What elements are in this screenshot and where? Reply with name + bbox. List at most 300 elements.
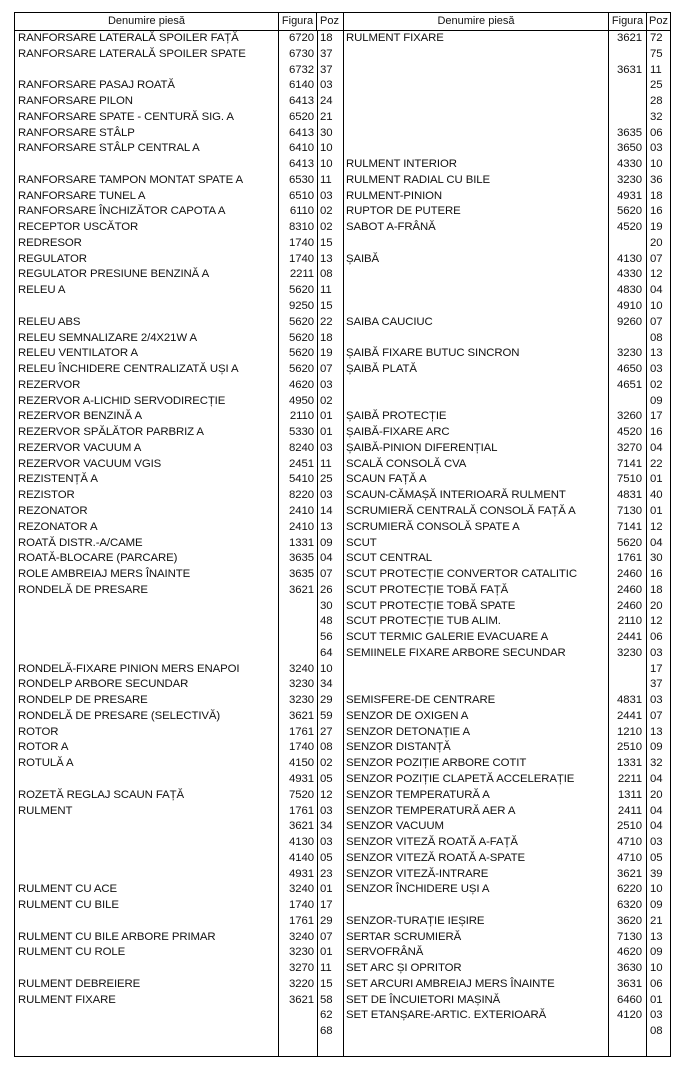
- figure-number: 7510: [617, 473, 642, 486]
- part-name: [344, 47, 608, 63]
- table-row: [344, 31, 670, 47]
- right-poz-divider: [646, 31, 647, 1056]
- figure-number: 7141: [617, 520, 642, 533]
- table-row: [344, 252, 670, 268]
- table-row: [344, 740, 670, 756]
- table-row: [15, 425, 343, 441]
- table-row: [344, 1008, 670, 1024]
- position-number: 03: [320, 79, 333, 92]
- figure-number: 3631: [617, 63, 642, 76]
- position-number: 11: [320, 173, 332, 186]
- table-row: [344, 331, 670, 347]
- table-row: [15, 141, 343, 157]
- position-number: 02: [320, 394, 333, 407]
- position-number: 18: [650, 583, 663, 596]
- figure-number: 2410: [289, 520, 314, 533]
- position-number: 10: [650, 300, 663, 313]
- table-row: [15, 677, 343, 693]
- figure-number: [608, 1024, 646, 1040]
- figure-number: 6320: [617, 899, 642, 912]
- position-number: 23: [320, 867, 333, 880]
- figure-number: [608, 94, 646, 110]
- figure-number: 3620: [617, 914, 642, 927]
- figure-number: 5620: [289, 315, 314, 328]
- part-name: REZONATOR A: [18, 520, 98, 533]
- table-row: [15, 851, 343, 867]
- part-name: [344, 110, 608, 126]
- position-number: 09: [650, 946, 663, 959]
- figure-number: 5410: [289, 473, 314, 486]
- part-name: REZERVOR VACUUM A: [18, 441, 142, 454]
- figure-number: 2411: [617, 804, 642, 817]
- figure-number: 2211: [617, 772, 642, 785]
- position-number: 10: [650, 158, 663, 171]
- position-number: 10: [320, 662, 333, 675]
- figure-number: 1331: [289, 536, 314, 549]
- part-name: SET DE ÎNCUIETORI MAȘINĂ: [346, 993, 501, 1006]
- position-number: 08: [650, 331, 663, 344]
- position-number: 03: [650, 1009, 663, 1022]
- part-name: SENZOR-TURAȚIE IEȘIRE: [346, 914, 485, 927]
- position-number: 06: [650, 126, 663, 139]
- position-number: 08: [650, 1025, 663, 1038]
- part-name: RANFORSARE LATERALĂ SPOILER FAȚĂ: [18, 32, 239, 44]
- position-number: 56: [320, 631, 333, 644]
- part-name: RONDELP ARBORE SECUNDAR: [18, 678, 189, 691]
- figure-number: [608, 677, 646, 693]
- table-row: [15, 331, 343, 347]
- table-row: [15, 693, 343, 709]
- position-number: 18: [650, 189, 663, 202]
- figure-number: 3260: [617, 410, 642, 423]
- part-name: SENZOR DE OXIGEN A: [346, 709, 469, 722]
- table-row: [15, 930, 343, 946]
- position-number: 18: [320, 32, 333, 44]
- table-row: [344, 488, 670, 504]
- position-number: 17: [650, 662, 663, 675]
- part-name: SET ARC ȘI OPRITOR: [346, 962, 462, 975]
- figure-number: 1740: [289, 899, 314, 912]
- table-row: [15, 94, 343, 110]
- position-number: 03: [320, 441, 333, 454]
- figure-number: 3230: [289, 678, 314, 691]
- table-row: [15, 362, 343, 378]
- part-name: RANFORSARE LATERALĂ SPOILER SPATE: [18, 47, 246, 60]
- position-number: 10: [320, 142, 333, 155]
- table-row: [344, 94, 670, 110]
- table-row: [344, 551, 670, 567]
- figure-number: 4520: [617, 221, 642, 234]
- table-row: [15, 567, 343, 583]
- part-name: RONDELĂ-FIXARE PINION MERS ENAPOI: [18, 662, 240, 675]
- table-row: [344, 283, 670, 299]
- table-row: [344, 819, 670, 835]
- position-number: 04: [650, 284, 663, 297]
- figure-number: 4931: [289, 867, 314, 880]
- position-number: 11: [650, 63, 662, 76]
- figure-number: 2410: [289, 504, 314, 517]
- figure-number: 4931: [617, 189, 642, 202]
- part-name: REZONATOR: [18, 504, 88, 517]
- part-name: RULMENT CU ROLE: [18, 946, 126, 959]
- position-number: 64: [320, 646, 333, 659]
- left-table-body: [15, 31, 343, 1056]
- part-name: [344, 283, 608, 299]
- part-name: ROTOR: [18, 725, 59, 738]
- figure-number: 5620: [617, 536, 642, 549]
- table-row: [15, 472, 343, 488]
- position-number: 09: [650, 899, 663, 912]
- figure-number: 3230: [617, 173, 642, 186]
- table-row: [15, 204, 343, 220]
- position-number: 13: [320, 520, 333, 533]
- table-row: [15, 977, 343, 993]
- table-row: [15, 394, 343, 410]
- table-row: [15, 914, 343, 930]
- part-name: RUPTOR DE PUTERE: [346, 205, 461, 218]
- part-name: SENZOR POZIȚIE ARBORE COTIT: [346, 757, 527, 770]
- figure-number: 3621: [617, 867, 642, 880]
- figure-number: 2510: [617, 820, 642, 833]
- figure-number: [608, 78, 646, 94]
- position-number: 32: [650, 110, 663, 123]
- table-row: [344, 1024, 670, 1040]
- figure-number: 4130: [617, 252, 642, 265]
- figure-number: 3621: [289, 820, 314, 833]
- table-row: [15, 709, 343, 725]
- table-row: [15, 441, 343, 457]
- figure-number: 1740: [289, 236, 314, 249]
- part-name: [344, 141, 608, 157]
- table-row: [344, 457, 670, 473]
- part-name: REGULATOR PRESIUNE BENZINĂ A: [18, 268, 210, 281]
- figure-number: 2110: [617, 615, 642, 628]
- figure-number: 3240: [289, 883, 314, 896]
- position-number: 03: [320, 804, 333, 817]
- part-name: RULMENT INTERIOR: [346, 158, 457, 171]
- part-name: ROATĂ-BLOCARE (PARCARE): [18, 552, 178, 565]
- table-row: [344, 914, 670, 930]
- position-number: 08: [320, 741, 333, 754]
- table-row: [15, 536, 343, 552]
- part-name: [15, 867, 278, 883]
- table-row: [344, 520, 670, 536]
- part-name: [15, 835, 278, 851]
- position-number: 37: [650, 678, 663, 691]
- figure-number: 1740: [289, 252, 314, 265]
- part-name: SENZOR TEMPERATURĂ AER A: [346, 804, 516, 817]
- part-name: SERTAR SCRUMIERĂ: [346, 930, 462, 943]
- figure-number: 4910: [617, 300, 642, 313]
- part-name: RULMENT CU ACE: [18, 883, 118, 896]
- table-row: [15, 220, 343, 236]
- position-number: 25: [650, 79, 663, 92]
- part-name: ROTULĂ A: [18, 757, 74, 770]
- table-row: [15, 662, 343, 678]
- figure-number: 3230: [617, 646, 642, 659]
- position-number: 17: [320, 899, 333, 912]
- position-number: 20: [650, 236, 663, 249]
- figure-number: 4831: [617, 694, 642, 707]
- table-row: [15, 315, 343, 331]
- table-row: [15, 488, 343, 504]
- part-name: RONDELP DE PRESARE: [18, 694, 148, 707]
- part-name: REZERVOR: [18, 378, 81, 391]
- position-number: 06: [650, 631, 663, 644]
- figure-number: 5620: [289, 331, 314, 344]
- table-row: [15, 551, 343, 567]
- part-name: [15, 299, 278, 315]
- table-row: [344, 189, 670, 205]
- part-name: SCALĂ CONSOLĂ CVA: [346, 457, 467, 470]
- position-number: 09: [650, 394, 663, 407]
- table-row: [15, 788, 343, 804]
- part-name: RULMENT CU BILE ARBORE PRIMAR: [18, 930, 216, 943]
- position-number: 14: [320, 504, 333, 517]
- table-row: [344, 441, 670, 457]
- figure-number: 8310: [289, 221, 314, 234]
- position-number: 20: [650, 788, 663, 801]
- position-number: 03: [320, 489, 333, 502]
- table-row: [15, 819, 343, 835]
- table-row: [344, 409, 670, 425]
- table-row: [344, 220, 670, 236]
- position-number: 59: [320, 709, 333, 722]
- table-row: [15, 504, 343, 520]
- figure-number: 3630: [617, 962, 642, 975]
- position-number: 75: [650, 47, 663, 60]
- figure-number: 6110: [289, 205, 314, 218]
- figure-number: [278, 630, 316, 646]
- position-number: 09: [650, 741, 663, 754]
- table-row: [344, 788, 670, 804]
- table-row: [15, 583, 343, 599]
- position-number: 19: [320, 347, 333, 360]
- part-name: RANFORSARE PILON: [18, 95, 133, 108]
- figure-number: 3240: [289, 662, 314, 675]
- part-name: [15, 914, 278, 930]
- position-number: 15: [320, 300, 333, 313]
- position-number: 02: [650, 378, 663, 391]
- part-name: [344, 236, 608, 252]
- figure-number: 3230: [617, 347, 642, 360]
- figure-number: 4620: [617, 946, 642, 959]
- part-name: SABOT A-FRÂNĂ: [346, 221, 436, 234]
- part-name: SENZOR POZIȚIE CLAPETĂ ACCELERAȚIE: [346, 772, 575, 785]
- left-poz-divider: [317, 31, 318, 1056]
- figure-number: [278, 1008, 316, 1024]
- part-name: RANFORSARE TUNEL A: [18, 189, 146, 202]
- position-number: 15: [320, 977, 333, 990]
- position-number: 29: [320, 694, 333, 707]
- figure-number: 1311: [617, 788, 642, 801]
- position-number: 16: [650, 568, 663, 581]
- part-name: RONDELĂ DE PRESARE: [18, 583, 148, 596]
- table-row: [15, 804, 343, 820]
- position-number: 05: [320, 851, 333, 864]
- part-name: RONDELĂ DE PRESARE (SELECTIVĂ): [18, 709, 221, 722]
- table-row: [344, 693, 670, 709]
- figure-number: [608, 662, 646, 678]
- left-header-figure: Figura: [278, 13, 316, 30]
- position-number: 13: [650, 347, 663, 360]
- left-column-block: [15, 13, 344, 1056]
- table-row: [15, 867, 343, 883]
- figure-number: 2441: [617, 631, 642, 644]
- table-row: [344, 204, 670, 220]
- table-row: [344, 725, 670, 741]
- position-number: 13: [650, 930, 663, 943]
- table-row: [15, 1024, 343, 1040]
- position-number: 01: [650, 504, 663, 517]
- table-row: [344, 63, 670, 79]
- figure-number: 6530: [289, 173, 314, 186]
- table-row: [344, 646, 670, 662]
- table-row: [15, 520, 343, 536]
- table-row: [344, 977, 670, 993]
- position-number: 03: [650, 363, 663, 376]
- figure-number: 7520: [289, 788, 314, 801]
- figure-number: 6460: [617, 993, 642, 1006]
- position-number: 32: [650, 757, 663, 770]
- table-row: [15, 614, 343, 630]
- figure-number: 3635: [617, 126, 642, 139]
- figure-number: [278, 1024, 316, 1040]
- part-name: SET ARCURI AMBREIAJ MERS ÎNAINTE: [346, 977, 555, 990]
- part-name: ȘAIBĂ-FIXARE ARC: [346, 426, 450, 439]
- figure-number: 2211: [289, 268, 314, 281]
- figure-number: [608, 394, 646, 410]
- part-name: SEMISFERE-DE CENTRARE: [346, 694, 496, 707]
- figure-number: 3270: [289, 962, 314, 975]
- part-name: SERVOFRÂNĂ: [346, 946, 424, 959]
- table-row: [344, 472, 670, 488]
- position-number: 12: [650, 615, 663, 628]
- figure-number: 4330: [617, 158, 642, 171]
- figure-number: 6520: [289, 110, 314, 123]
- part-name: SENZOR DETONAȚIE A: [346, 725, 470, 738]
- table-row: [15, 47, 343, 63]
- table-row: [15, 409, 343, 425]
- position-number: 29: [320, 914, 333, 927]
- left-figure-divider: [278, 31, 279, 1056]
- position-number: 02: [320, 205, 333, 218]
- figure-number: 3631: [617, 977, 642, 990]
- position-number: 01: [650, 993, 663, 1006]
- table-row: [344, 141, 670, 157]
- position-number: 05: [320, 772, 333, 785]
- table-row: [15, 740, 343, 756]
- position-number: 25: [320, 473, 333, 486]
- table-row: [344, 583, 670, 599]
- position-number: 03: [320, 378, 333, 391]
- position-number: 01: [320, 883, 333, 896]
- part-name: SEMIINELE FIXARE ARBORE SECUNDAR: [346, 646, 566, 659]
- part-name: SCUT TERMIC GALERIE EVACUARE A: [346, 631, 549, 644]
- part-name: [344, 63, 608, 79]
- position-number: 03: [650, 694, 663, 707]
- table-row: [344, 599, 670, 615]
- table-row: [15, 346, 343, 362]
- part-name: ROLE AMBREIAJ MERS ÎNAINTE: [18, 568, 191, 581]
- left-header-row: [15, 13, 343, 31]
- part-name: RULMENT CU BILE: [18, 899, 119, 912]
- part-name: REZERVOR VACUUM VGIS: [18, 457, 162, 470]
- figure-number: 6410: [289, 142, 314, 155]
- part-name: [15, 851, 278, 867]
- table-row: [344, 930, 670, 946]
- position-number: 05: [650, 851, 663, 864]
- position-number: 04: [650, 820, 663, 833]
- position-number: 07: [650, 709, 663, 722]
- part-name: [15, 772, 278, 788]
- position-number: 48: [320, 615, 333, 628]
- part-name: SAIBA CAUCIUC: [346, 315, 433, 328]
- table-row: [15, 882, 343, 898]
- figure-number: 2451: [289, 457, 314, 470]
- table-row: [344, 536, 670, 552]
- part-name: [15, 1024, 278, 1040]
- figure-number: [608, 236, 646, 252]
- figure-number: 9260: [617, 315, 642, 328]
- position-number: 07: [320, 930, 333, 943]
- part-name: RULMENT DEBREIERE: [18, 977, 141, 990]
- figure-number: 2460: [617, 599, 642, 612]
- position-number: 11: [320, 284, 332, 297]
- table-row: [15, 630, 343, 646]
- table-row: [15, 457, 343, 473]
- part-name: [344, 394, 608, 410]
- table-row: [344, 567, 670, 583]
- position-number: 07: [650, 252, 663, 265]
- figure-number: 6220: [617, 883, 642, 896]
- figure-number: 3270: [617, 441, 642, 454]
- part-name: REZISTENȚĂ A: [18, 473, 98, 486]
- table-row: [344, 804, 670, 820]
- table-row: [344, 126, 670, 142]
- table-row: [344, 47, 670, 63]
- part-name: ROZETĂ REGLAJ SCAUN FAȚĂ: [18, 788, 184, 801]
- position-number: 04: [650, 804, 663, 817]
- figure-number: 1740: [289, 741, 314, 754]
- figure-number: 4140: [289, 851, 314, 864]
- table-row: [344, 110, 670, 126]
- figure-number: 2460: [617, 583, 642, 596]
- table-row: [15, 299, 343, 315]
- table-row: [15, 173, 343, 189]
- position-number: 07: [320, 363, 333, 376]
- figure-number: 7141: [617, 457, 642, 470]
- figure-number: 1761: [289, 914, 314, 927]
- figure-number: 5620: [289, 284, 314, 297]
- position-number: 07: [320, 568, 333, 581]
- part-name: [344, 267, 608, 283]
- table-row: [344, 173, 670, 189]
- position-number: 16: [650, 205, 663, 218]
- position-number: 10: [650, 883, 663, 896]
- part-name: SENZOR VITEZĂ ROATĂ A-SPATE: [346, 851, 525, 864]
- position-number: 02: [320, 221, 333, 234]
- part-name: SCUT PROTECȚIE TUB ALIM.: [346, 615, 501, 628]
- figure-number: 3220: [289, 977, 314, 990]
- part-name: REZISTOR: [18, 489, 75, 502]
- figure-number: 2510: [617, 741, 642, 754]
- table-row: [344, 867, 670, 883]
- part-name: SCUT PROTECȚIE TOBĂ FAȚĂ: [346, 583, 509, 596]
- table-row: [344, 993, 670, 1009]
- position-number: 26: [320, 583, 333, 596]
- part-name: RANFORSARE PASAJ ROATĂ: [18, 79, 175, 92]
